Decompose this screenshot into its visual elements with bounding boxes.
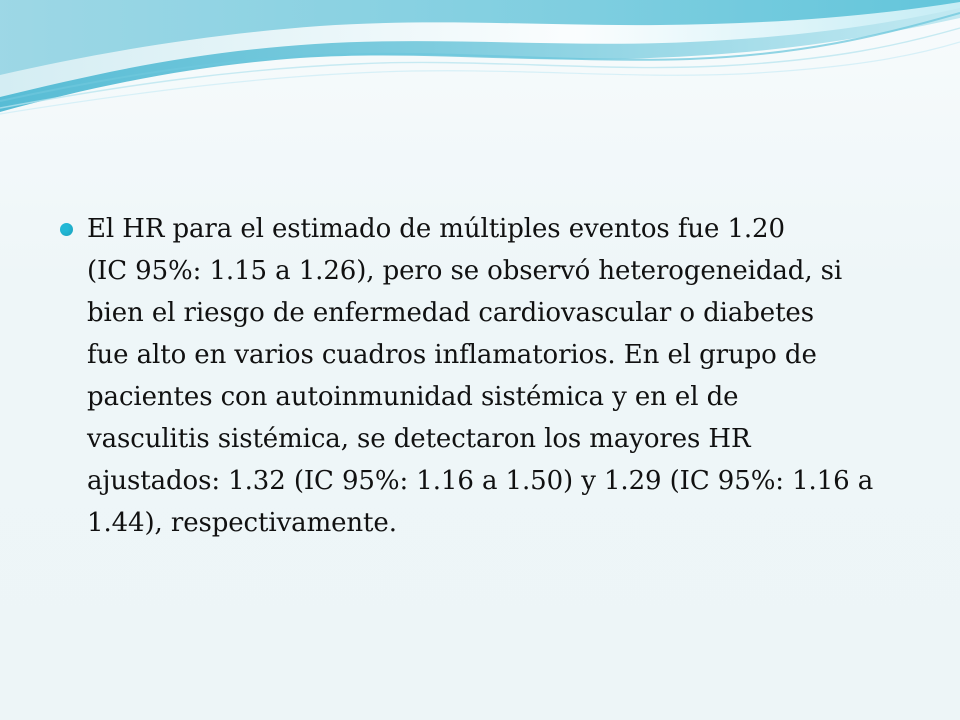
bullet-line-4: fue alto en varios cuadros inflamatorios. En el grupo de xyxy=(87,340,817,370)
bullet-line-5: pacientes con autoinmunidad sistémica y en el de xyxy=(87,382,739,412)
bullet-text xyxy=(87,208,912,544)
bullet-line-3: bien el riesgo de enfermedad cardiovascular o diabetes xyxy=(87,298,814,328)
top-wave-line-3 xyxy=(0,42,960,114)
bullet-line-7: ajustados: 1.32 (IC 95%: 1.16 a 1.50) y 1.29 (IC 95%: 1.16 a xyxy=(87,466,874,496)
top-wave-line-1 xyxy=(0,13,960,101)
top-wave-blue xyxy=(0,0,960,112)
bullet-line-2: (IC 95%: 1.15 a 1.26), pero se observó heterogeneidad, si xyxy=(87,256,843,286)
bullet-line-6: vasculitis sistémica, se detectaron los mayores HR xyxy=(87,424,751,454)
decorative-wave-header xyxy=(0,0,960,125)
top-wave-cyan xyxy=(0,0,960,75)
slide-content xyxy=(60,208,920,544)
bullet-line-8: 1.44), respectivamente. xyxy=(87,508,397,538)
bullet-line-1: El HR para el estimado de múltiples eventos fue 1.20 xyxy=(87,214,785,244)
bullet-dot-icon xyxy=(60,223,73,236)
bullet-item xyxy=(60,208,920,544)
top-wave-white xyxy=(0,0,960,97)
top-wave-line-2 xyxy=(0,28,960,108)
